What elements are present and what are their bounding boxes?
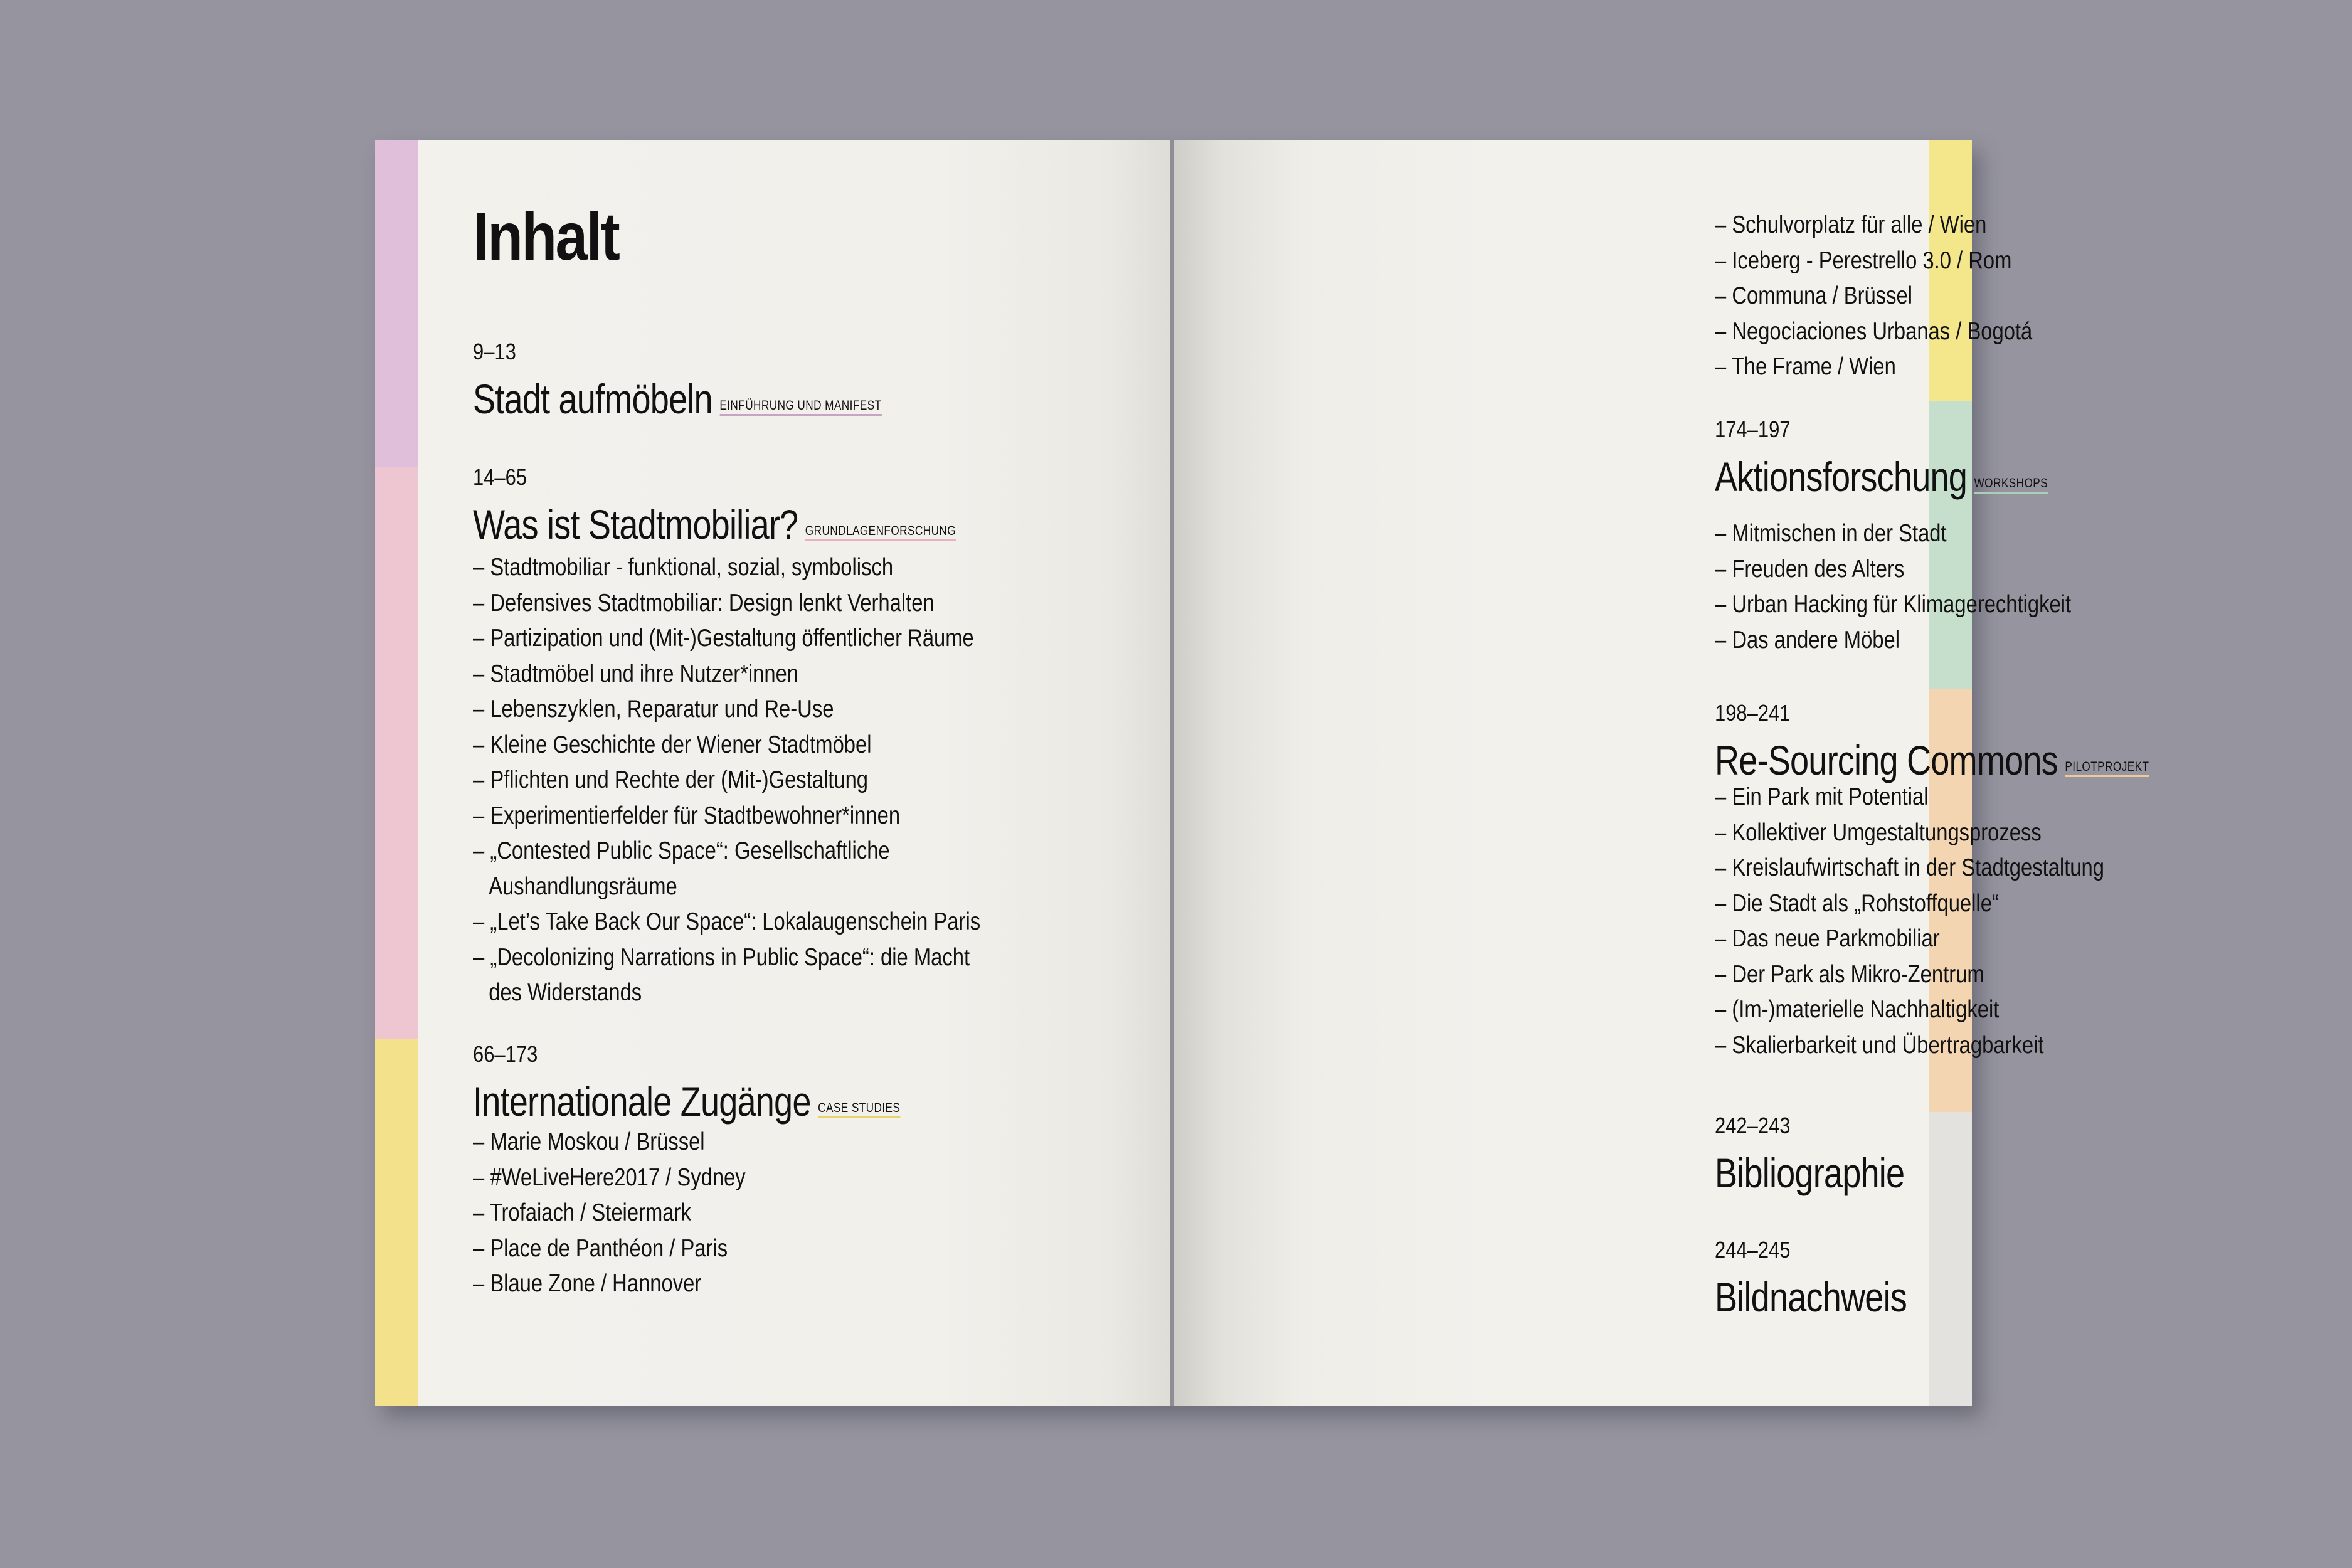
toc-section [1715,1239,1949,1318]
right-page [1174,140,2149,1406]
section-tag: PILOTPROJEKT [2065,760,2149,777]
list-item: – „Contested Public Space“: Gesellschaftliche [473,837,890,864]
left-edge-tab-2 [375,467,418,1039]
section-title-row [1715,1276,1907,1318]
toc-section [1715,702,2244,781]
list-item: – (Im-)materielle Nachhaltigkeit [1715,996,2000,1023]
section-title-row [473,1078,901,1125]
list-item: – Iceberg - Perestrello 3.0 / Rom [1715,246,2012,274]
page-heading: Inhalt [473,198,619,274]
list-item: – Stadtmöbel und ihre Nutzer*innen [473,660,799,687]
list-item: – Mitmischen in der Stadt [1715,520,1947,547]
continued-item-list [1715,208,2032,385]
toc-section [1715,416,2121,500]
section-title: Stadt aufmöbeln [473,376,712,422]
list-item: – „Let’s Take Back Our Space“: Lokalaugenschein Paris [473,908,981,935]
toc-section [1715,1115,1946,1194]
list-item-continuation [473,869,980,905]
list-item: – Partizipation und (Mit-)Gestaltung öffentlicher Räume [473,625,974,652]
section-title-row [473,501,956,548]
list-item: – Defensives Stadtmobiliar: Design lenkt Verhalten [473,589,935,617]
list-item: – Kreislaufwirtschaft in der Stadtgestaltung [1715,854,2104,881]
left-edge-tab-3 [375,1039,418,1406]
list-item: – „Decolonizing Narrations in Public Space“: die Macht [473,943,970,971]
list-item: – Place de Panthéon / Paris [473,1234,728,1262]
section-title-row [1715,453,2048,500]
list-item: – Das neue Parkmobiliar [1715,925,1940,952]
list-item: – Schulvorplatz für alle / Wien [1715,211,1987,238]
toc-section [473,341,972,420]
list-item: – Pflichten und Rechte der (Mit-)Gestaltung [473,766,869,793]
list-item: – Kollektiver Umgestaltungsprozess [1715,818,2042,846]
section-title: Was ist Stadtmobiliar? [473,501,798,548]
list-item: – Stadtmobiliar - funktional, sozial, symbolisch [473,554,894,581]
section-page-range: 14–65 [473,464,527,490]
list-item: – Kleine Geschichte der Wiener Stadtmöbel [473,731,872,758]
list-item: – Lebenszyklen, Reparatur und Re-Use [473,696,834,723]
list-item: – Blaue Zone / Hannover [473,1270,702,1297]
section-page-range: 174–197 [1715,416,1791,442]
section-title: Bildnachweis [1715,1274,1907,1320]
book-spread [375,140,2149,1406]
list-item-continuation-text: Aushandlungsräume [489,872,677,900]
section-title: Aktionsforschung [1715,453,1968,500]
section-title-row [1715,1152,1904,1194]
list-item: – Das andere Möbel [1715,626,1900,654]
section-tag: GRUNDLAGENFORSCHUNG [805,524,956,541]
section-title-row [1715,739,2149,781]
section-page-range: 9–13 [473,339,516,364]
left-page [375,140,1173,1406]
section-tag: WORKSHOPS [1974,476,2048,494]
list-item: – Urban Hacking für Klimagerechtigkeit [1715,591,2072,618]
section-tag: CASE STUDIES [818,1101,900,1118]
toc-section [473,464,1062,548]
list-item: – Trofaiach / Steiermark [473,1199,691,1226]
list-item: – Freuden des Alters [1715,555,1905,583]
list-item-continuation [473,975,980,1011]
section-page-range: 244–245 [1715,1237,1791,1263]
section-item-list [473,550,980,1011]
toc-section [473,1041,994,1125]
left-edge-tab-1 [375,140,418,467]
list-item-continuation-text: des Widerstands [489,979,642,1006]
section-page-range: 242–243 [1715,1113,1791,1138]
list-item: – #WeLiveHere2017 / Sydney [473,1163,746,1191]
section-tag: EINFÜHRUNG UND MANIFEST [719,398,881,416]
list-item: – Ein Park mit Potential [1715,783,1929,810]
section-item-list [473,1125,746,1302]
section-page-range: 66–173 [473,1041,538,1067]
section-title-row [473,378,882,420]
list-item: – Skalierbarkeit und Übertragbarkeit [1715,1031,2044,1059]
section-item-list [1715,516,2071,658]
section-item-list [1715,780,2104,1063]
list-item: – Der Park als Mikro-Zentrum [1715,960,1984,988]
section-title: Internationale Zugänge [473,1078,811,1125]
list-item: – Communa / Brüssel [1715,282,1912,309]
list-item: – The Frame / Wien [1715,353,1896,380]
list-item: – Experimentierfelder für Stadtbewohner*innen [473,802,901,829]
section-title: Bibliographie [1715,1150,1905,1196]
list-item: – Die Stadt als „Rohstoffquelle“ [1715,889,1999,917]
list-item: – Negociaciones Urbanas / Bogotá [1715,317,2033,345]
list-item: – Marie Moskou / Brüssel [473,1128,705,1155]
section-page-range: 198–241 [1715,700,1791,726]
section-title: Re-Sourcing Commons [1715,737,2058,783]
